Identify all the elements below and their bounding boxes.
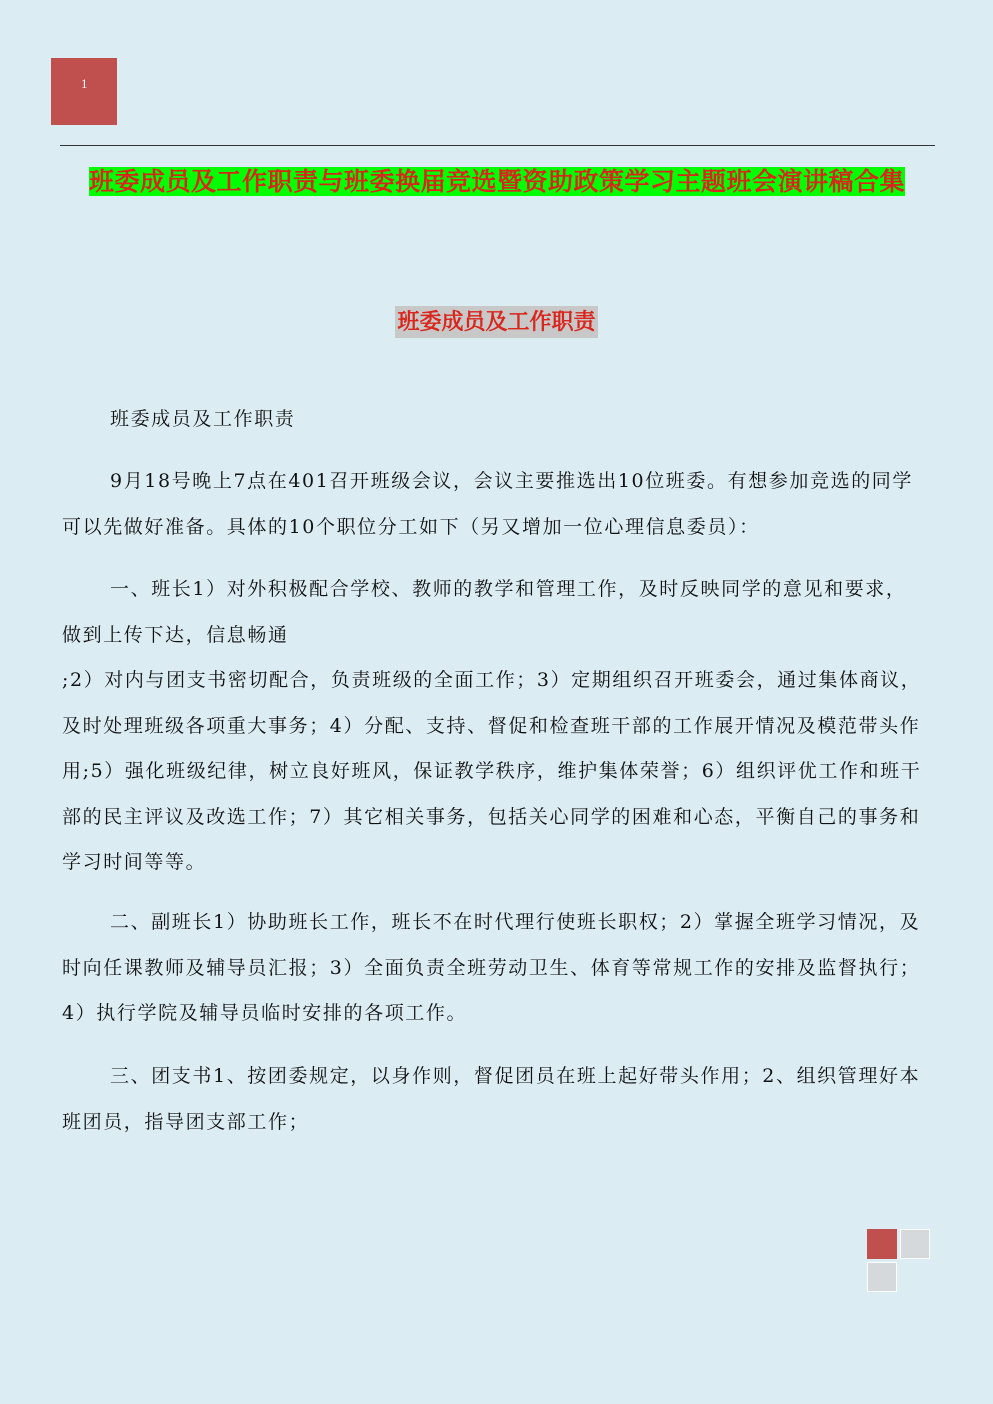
paragraph-vice-monitor: 二、副班长1）协助班长工作，班长不在时代理行使班长职权；2）掌握全班学习情况，及时向任课教师及辅导员汇报；3）全面负责全班劳动卫生、体育等常规工作的安排及监督执行；4）执行学院及辅导员临时安排的各项工作。	[62, 911, 921, 1024]
document-title	[62, 164, 932, 199]
paragraph-subheading: 班委成员及工作职责	[110, 408, 296, 430]
decor-square-grey	[867, 1262, 897, 1292]
paragraph-league-secretary: 三、团支书1、按团委规定，以身作则，督促团员在班上起好带头作用；2、组织管理好本班团员，指导团支部工作；	[62, 1065, 921, 1133]
paragraph-intro: 9月18号晚上7点在401召开班级会议，会议主要推选出10位班委。有想参加竞选的同学可以先做好准备。具体的10个职位分工如下（另又增加一位心理信息委员）：	[62, 470, 913, 538]
section-heading-text: 班委成员及工作职责	[395, 306, 597, 338]
decor-square-grey	[900, 1229, 930, 1259]
corner-decoration	[867, 1229, 933, 1293]
page-number-badge	[51, 58, 117, 125]
paragraph-monitor	[62, 567, 922, 886]
document-title-text: 班委成员及工作职责与班委换届竞选暨资助政策学习主题班会演讲稿合集	[88, 167, 905, 196]
decor-square-red	[867, 1229, 897, 1259]
section-heading	[0, 306, 993, 338]
header-divider	[60, 145, 935, 146]
paragraph-monitor-part2: ;2）对内与团支书密切配合，负责班级的全面工作；3）定期组织召开班委会，通过集体商议，及时处理班级各项重大事务；4）分配、支持、督促和检查班干部的工作展开情况及模范带头作用;5）强化班级纪律，树立良好班风，保证教学秩序，维护集体荣誉；6）组织评优工作和班干部的民主评议及改选工作；7）其它相关事务，包括关心同学的困难和心态，平衡自己的事务和学习时间等等。	[62, 669, 922, 873]
paragraph-monitor-part1: 一、班长1）对外积极配合学校、教师的教学和管理工作，及时反映同学的意见和要求，做到上传下达，信息畅通	[62, 578, 907, 646]
page-number: 1	[81, 76, 88, 91]
